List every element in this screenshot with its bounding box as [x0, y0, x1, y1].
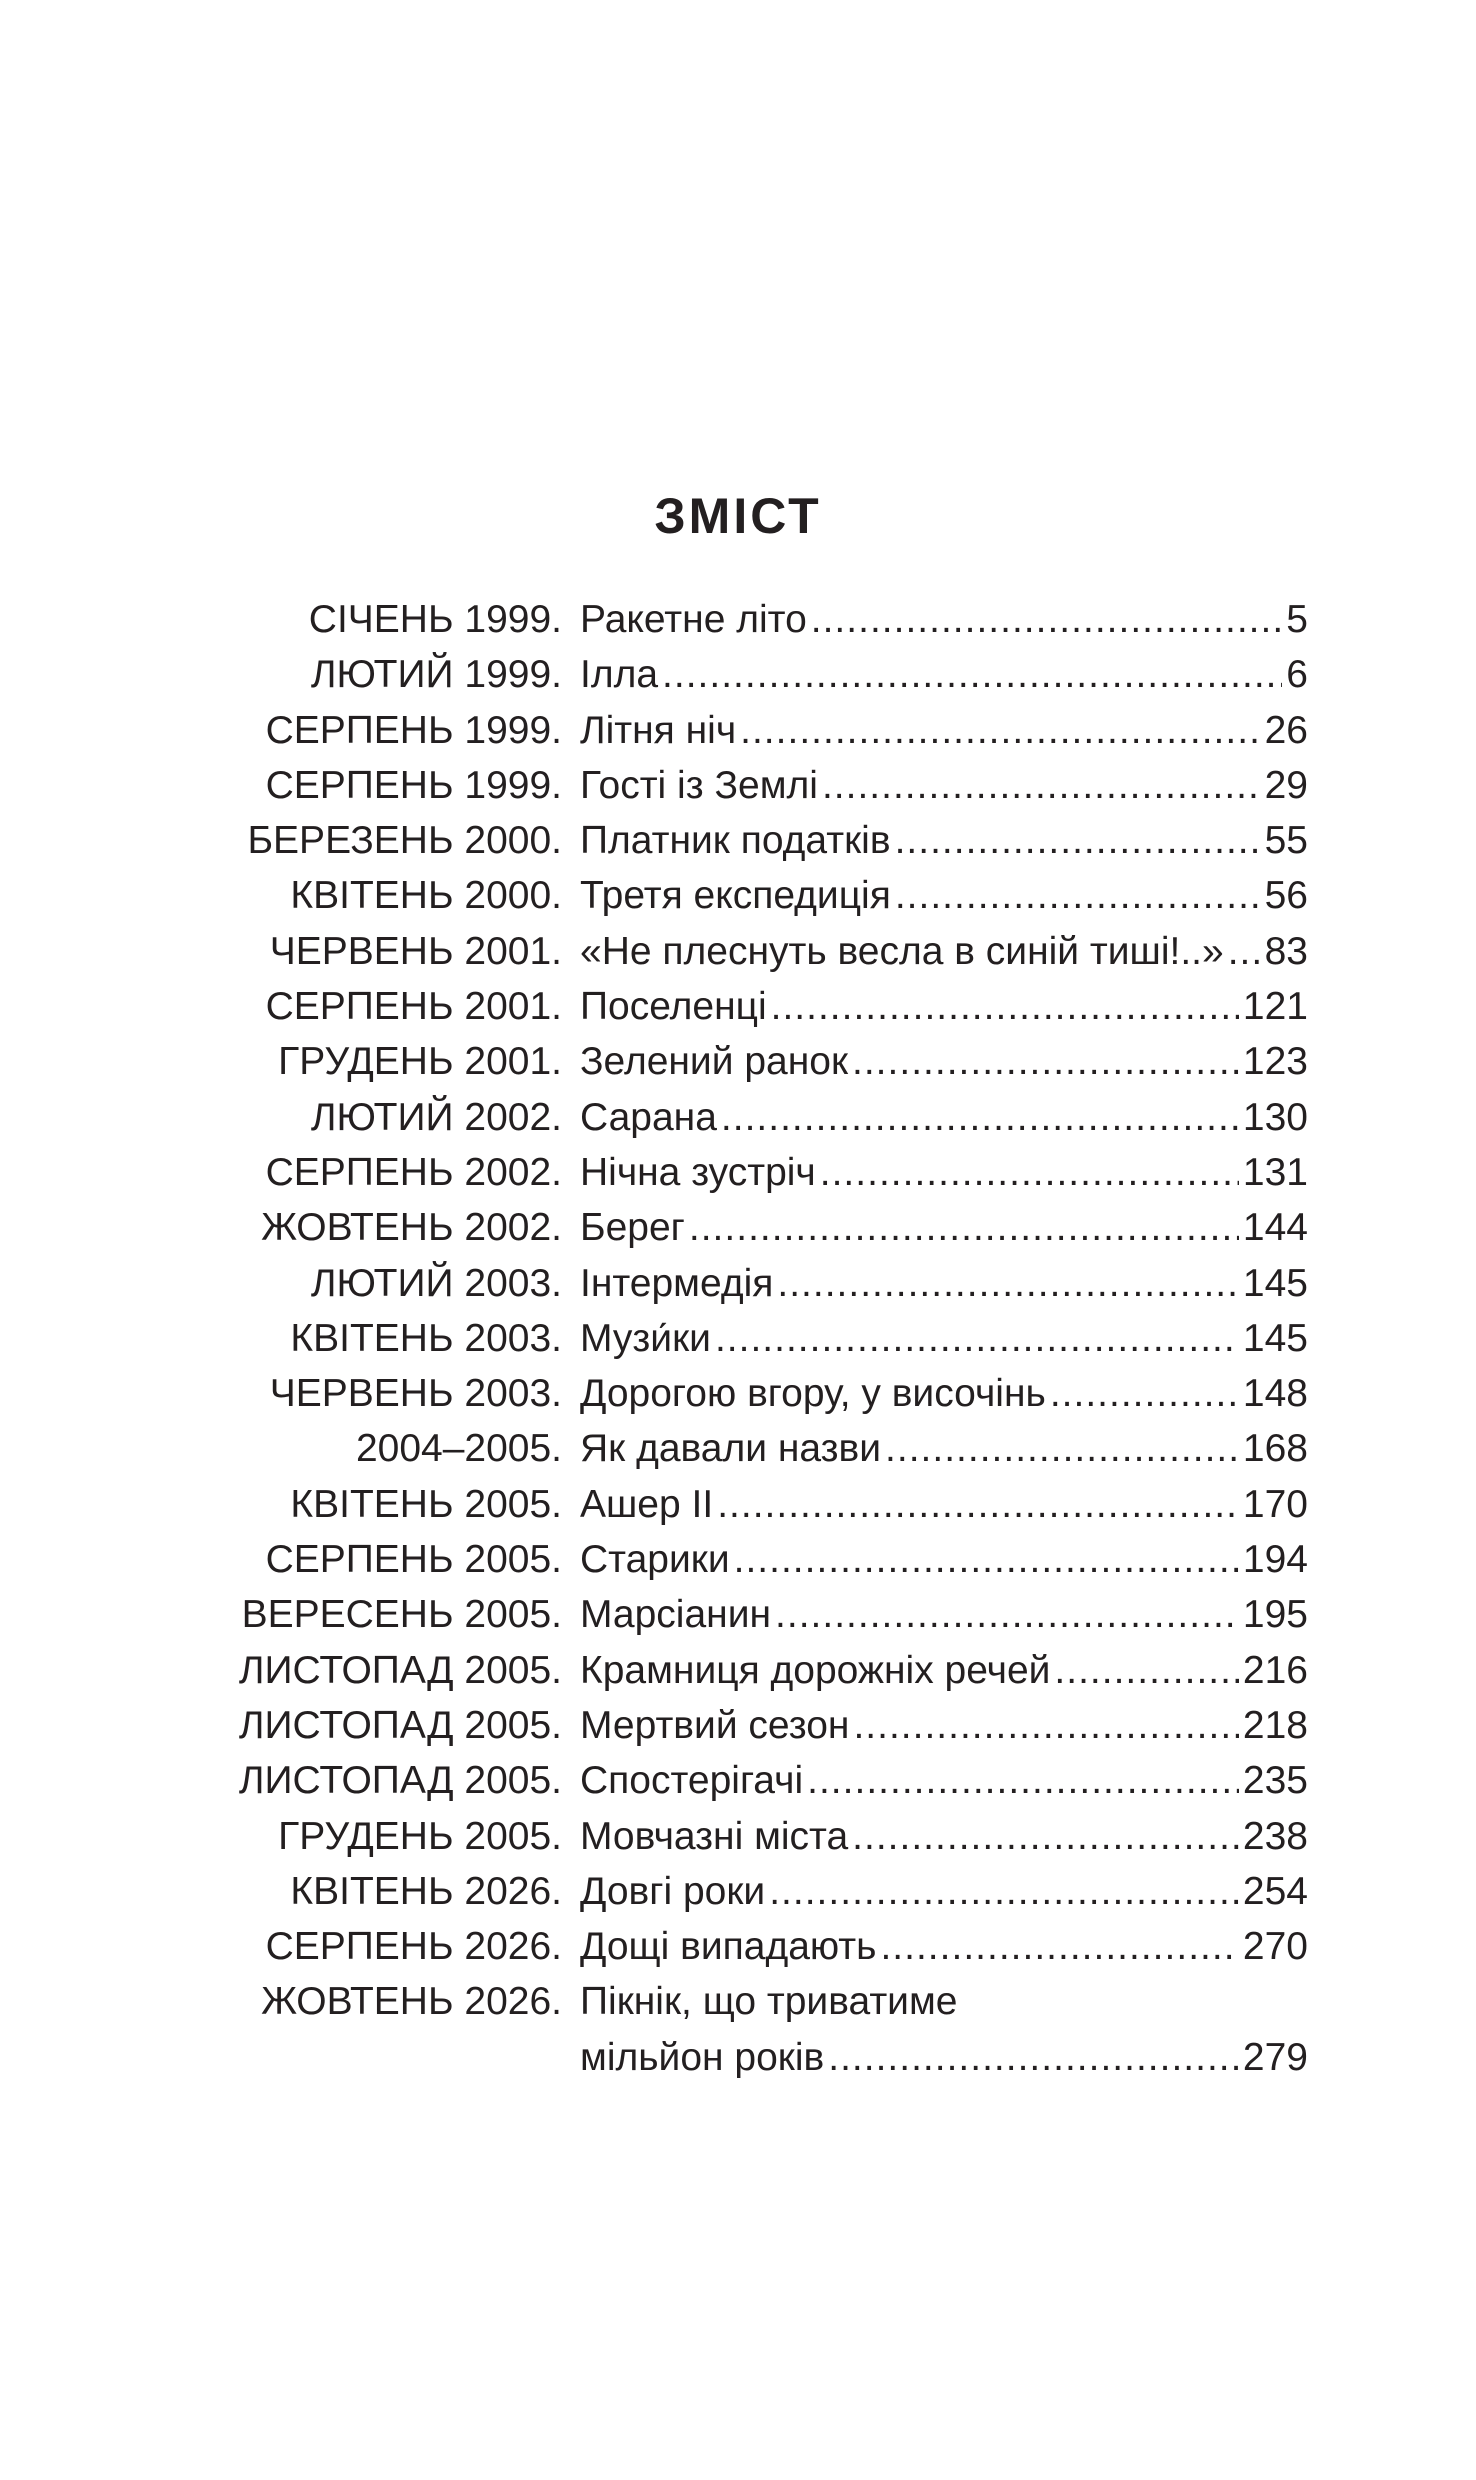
toc-entry-page: 216 — [1242, 1648, 1308, 1692]
dot-leader — [1054, 1643, 1239, 1698]
dot-leader — [717, 1477, 1239, 1532]
table-of-contents — [228, 592, 1308, 2085]
toc-entry-title: Як давали назви — [580, 1427, 882, 1471]
toc-entry-page: 121 — [1242, 985, 1308, 1029]
toc-entry-line — [580, 1477, 1308, 1532]
toc-entry-line — [580, 1753, 1308, 1808]
toc-entry — [228, 1864, 1308, 1919]
dot-leader — [885, 1421, 1239, 1476]
dot-leader — [1228, 924, 1261, 979]
toc-entry-title: Ашер II — [580, 1482, 714, 1526]
dot-leader — [895, 813, 1261, 868]
toc-entry-line — [580, 1090, 1308, 1145]
toc-entry — [228, 1753, 1308, 1808]
toc-entry-page: 145 — [1242, 1261, 1308, 1305]
toc-entry-line — [580, 1532, 1308, 1587]
dot-leader — [689, 1200, 1239, 1255]
toc-entry-line — [580, 813, 1308, 868]
toc-entry-line — [580, 1256, 1308, 1311]
toc-entry-line — [580, 1200, 1308, 1255]
toc-entry-date: ЖОВТЕНЬ 2026. — [261, 1980, 562, 2024]
dot-leader — [769, 1864, 1239, 1919]
toc-entry-date: ГРУДЕНЬ 2001. — [278, 1040, 562, 1084]
toc-entry-line — [580, 758, 1308, 813]
toc-entry-line — [580, 1698, 1308, 1753]
toc-entry-date: ЛИСТОПАД 2005. — [238, 1759, 562, 1803]
toc-entry-date: КВІТЕНЬ 2003. — [290, 1316, 562, 1360]
toc-entry-date: ЧЕРВЕНЬ 2001. — [269, 929, 562, 973]
dot-leader — [775, 1587, 1239, 1642]
toc-entry-title: Дорогою вгору, у височінь — [580, 1372, 1046, 1416]
toc-entry — [228, 1643, 1308, 1698]
toc-entry-title: Сарана — [580, 1095, 717, 1139]
toc-entry — [228, 1311, 1308, 1366]
toc-entry-line — [580, 1145, 1308, 1200]
toc-entry-page: 235 — [1242, 1759, 1308, 1803]
toc-entry — [228, 1145, 1308, 1200]
dot-leader — [662, 647, 1282, 702]
toc-entry-page: 270 — [1242, 1925, 1308, 1969]
toc-entry-line — [580, 979, 1308, 1034]
toc-entry-line — [580, 647, 1308, 702]
toc-entry-date: ЛИСТОПАД 2005. — [238, 1703, 562, 1747]
toc-entry — [228, 1532, 1308, 1587]
toc-entry-title: Ракетне літо — [580, 598, 807, 641]
dot-leader — [853, 1698, 1238, 1753]
toc-entry-page: 83 — [1264, 929, 1308, 973]
toc-entry — [228, 1256, 1308, 1311]
toc-entry-page: 6 — [1286, 653, 1308, 697]
toc-entry-title-line2-row — [580, 2030, 1308, 2085]
toc-entry-date: СЕРПЕНЬ 1999. — [265, 708, 562, 752]
toc-entry-line — [580, 1366, 1308, 1421]
dot-leader — [734, 1532, 1239, 1587]
toc-entry — [228, 868, 1308, 923]
dot-leader — [740, 703, 1260, 758]
toc-entry-title: Платник податків — [580, 819, 891, 863]
dot-leader — [807, 1753, 1239, 1808]
dot-leader — [852, 1809, 1239, 1864]
toc-entry-date: СЕРПЕНЬ 1999. — [265, 763, 562, 807]
toc-entry-page: 170 — [1242, 1482, 1308, 1526]
toc-entry-page: 55 — [1264, 819, 1308, 863]
toc-entry-page: 254 — [1242, 1869, 1308, 1913]
toc-entry — [228, 1200, 1308, 1255]
page-title: ЗМІСТ — [654, 488, 822, 544]
toc-entry-title: Інтермедія — [580, 1261, 774, 1305]
toc-entry-title: Третя експедиція — [580, 874, 891, 918]
toc-entry-date: ЛЮТИЙ 2002. — [310, 1095, 562, 1139]
toc-entry-date: ЛЮТИЙ 1999. — [310, 653, 562, 697]
toc-entry-page: 5 — [1286, 598, 1308, 641]
toc-entry-date: КВІТЕНЬ 2026. — [290, 1869, 562, 1913]
toc-entry — [228, 1587, 1308, 1642]
toc-entry-page: 130 — [1242, 1095, 1308, 1139]
toc-entry-date: ЛЮТИЙ 2003. — [310, 1261, 562, 1305]
toc-entry-title: Дощі випадають — [580, 1925, 877, 1969]
dot-leader — [721, 1090, 1239, 1145]
toc-entry-page: 168 — [1242, 1427, 1308, 1471]
dot-leader — [771, 979, 1239, 1034]
toc-entry-page: 26 — [1264, 708, 1308, 752]
toc-entry — [228, 1421, 1308, 1476]
toc-entry-line — [580, 1809, 1308, 1864]
toc-entry — [228, 758, 1308, 813]
toc-entry-title: Крамниця дорожніх речей — [580, 1648, 1051, 1692]
toc-entry-title-line1: Пікнік, що триватиме — [580, 1980, 958, 2024]
toc-entry-date: КВІТЕНЬ 2005. — [290, 1482, 562, 1526]
dot-leader — [777, 1256, 1239, 1311]
toc-entry-page: 279 — [1242, 2035, 1308, 2079]
toc-entry-title: Берег — [580, 1206, 685, 1250]
dot-leader — [715, 1311, 1239, 1366]
toc-entry-page: 194 — [1242, 1538, 1308, 1582]
toc-entry — [228, 1698, 1308, 1753]
toc-entry — [228, 979, 1308, 1034]
toc-entry-line — [580, 924, 1308, 979]
toc-entry — [228, 1919, 1308, 1974]
toc-entry-page: 131 — [1242, 1150, 1308, 1194]
toc-entry — [228, 813, 1308, 868]
toc-entry-date: СЕРПЕНЬ 2026. — [265, 1925, 562, 1969]
toc-entry-title: Літня ніч — [580, 708, 737, 752]
toc-entry-date: ВЕРЕСЕНЬ 2005. — [241, 1593, 562, 1637]
toc-entry-page: 238 — [1242, 1814, 1308, 1858]
toc-entry — [228, 1366, 1308, 1421]
toc-entry-date: ЛИСТОПАД 2005. — [238, 1648, 562, 1692]
toc-entry — [228, 592, 1308, 647]
toc-entry-title: Мертвий сезон — [580, 1703, 850, 1747]
toc-entry-line — [580, 1587, 1308, 1642]
toc-entry-title-line2: мільйон років — [580, 2035, 825, 2079]
toc-entry-title: Марсіанин — [580, 1593, 772, 1637]
toc-entry-line — [580, 1864, 1308, 1919]
toc-entry-date: КВІТЕНЬ 2000. — [290, 874, 562, 918]
toc-entry-title: Зелений ранок — [580, 1040, 849, 1084]
toc-entry-title: Мовчазні міста — [580, 1814, 849, 1858]
toc-entry-line — [580, 1421, 1308, 1476]
toc-entry-date: 2004–2005. — [355, 1427, 562, 1471]
dot-leader — [852, 1034, 1239, 1089]
toc-entry-line — [580, 1919, 1308, 1974]
toc-entry-page: 218 — [1242, 1703, 1308, 1747]
toc-entry-page: 148 — [1242, 1372, 1308, 1416]
dot-leader — [895, 868, 1261, 923]
toc-entry-date: СЕРПЕНЬ 2001. — [265, 985, 562, 1029]
toc-entry-date: БЕРЕЗЕНЬ 2000. — [247, 819, 562, 863]
dot-leader — [880, 1919, 1238, 1974]
toc-entry-date: ЖОВТЕНЬ 2002. — [261, 1206, 562, 1250]
toc-entry-title: Музи́ки — [580, 1316, 711, 1360]
toc-entry-date: СІЧЕНЬ 1999. — [308, 598, 562, 641]
dot-leader — [828, 2030, 1239, 2085]
toc-entry — [228, 1809, 1308, 1864]
dot-leader — [822, 758, 1261, 813]
toc-entry-title: Спостерігачі — [580, 1759, 804, 1803]
toc-entry-page: 56 — [1264, 874, 1308, 918]
toc-entry-page: 123 — [1242, 1040, 1308, 1084]
toc-entry — [228, 1477, 1308, 1532]
toc-entry-date: СЕРПЕНЬ 2005. — [265, 1538, 562, 1582]
toc-entry-page: 29 — [1264, 763, 1308, 807]
toc-entry-title: Старики — [580, 1538, 730, 1582]
toc-entry — [228, 924, 1308, 979]
toc-entry-line — [580, 1034, 1308, 1089]
toc-entry-date: ЧЕРВЕНЬ 2003. — [269, 1372, 562, 1416]
toc-entry-date: ГРУДЕНЬ 2005. — [278, 1814, 562, 1858]
toc-entry — [228, 1034, 1308, 1089]
toc-entry-line — [580, 868, 1308, 923]
toc-entry-title: Поселенці — [580, 985, 767, 1029]
toc-entry-line — [580, 703, 1308, 758]
toc-entry-line — [580, 1311, 1308, 1366]
toc-entry-last — [228, 1974, 1308, 2085]
toc-entry-line — [580, 1643, 1308, 1698]
dot-leader — [811, 592, 1283, 647]
toc-entry-title: Довгі роки — [580, 1869, 766, 1913]
toc-entry — [228, 703, 1308, 758]
toc-entry — [228, 647, 1308, 702]
toc-entry-page: 195 — [1242, 1593, 1308, 1637]
toc-entry-date: СЕРПЕНЬ 2002. — [265, 1150, 562, 1194]
toc-entry-line — [580, 592, 1308, 647]
dot-leader — [1050, 1366, 1239, 1421]
toc-entry-title: Нічна зустріч — [580, 1150, 816, 1194]
toc-entry-title: Ілла — [580, 653, 659, 697]
toc-entry-page: 144 — [1242, 1206, 1308, 1250]
toc-entry-title: «Не плеснуть весла в синій тиші!..» — [580, 929, 1224, 973]
toc-entry — [228, 1090, 1308, 1145]
toc-entry-page: 145 — [1242, 1316, 1308, 1360]
toc-entry-title: Гості із Землі — [580, 763, 818, 807]
dot-leader — [820, 1145, 1239, 1200]
